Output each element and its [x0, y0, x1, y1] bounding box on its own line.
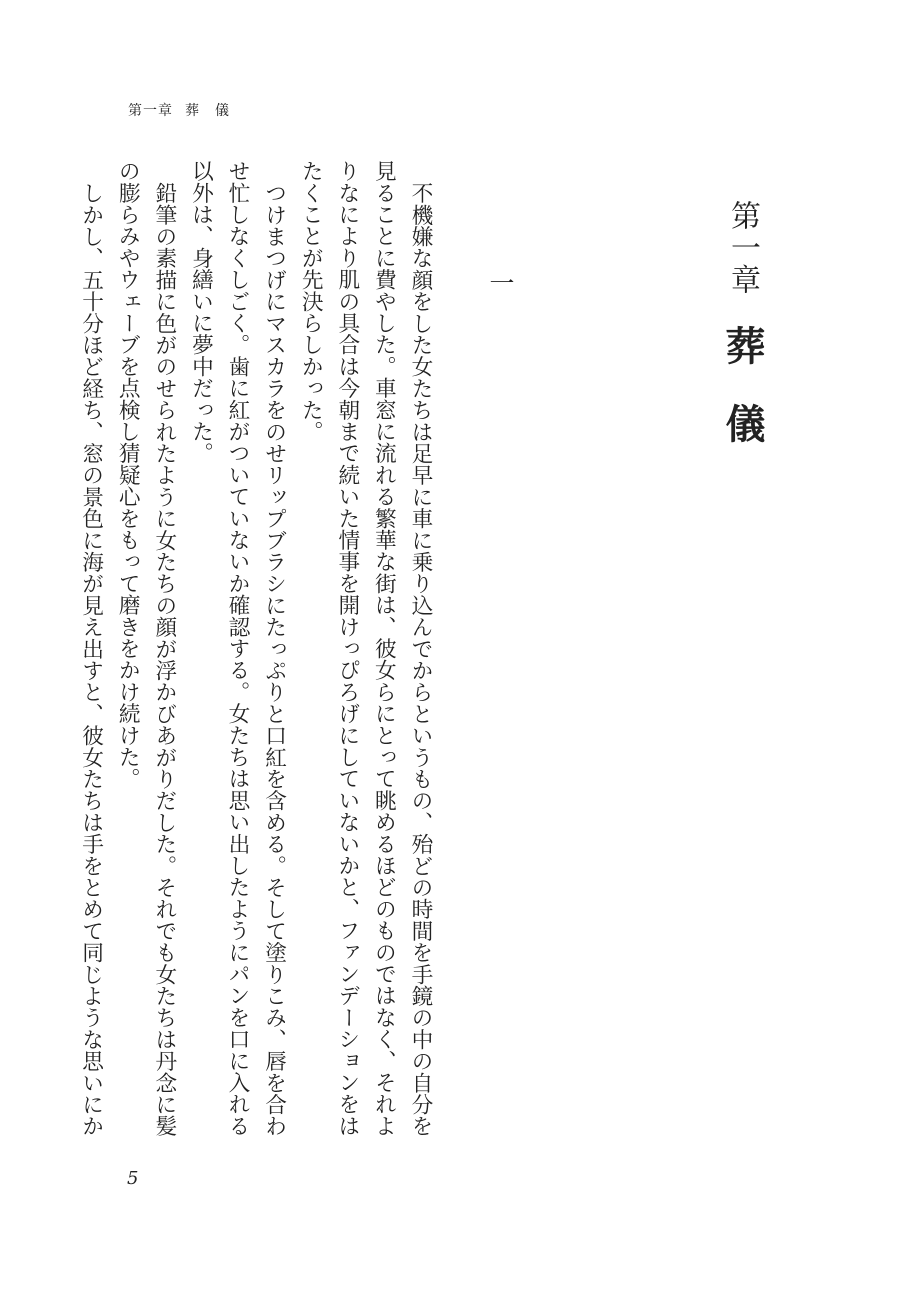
running-head-chapter: 第一章: [128, 103, 173, 119]
page-number: 5: [127, 1168, 139, 1189]
chapter-number: 第一章: [725, 200, 760, 296]
paragraph: つけまつげにマスカラをのせリップブラシにたっぷりと口紅を含める。そして塗りこみ、唇を合わせ忙しなくしごく。歯に紅がついていないか確認する。女たちは思い出したようにパンを口に入れる以外は、身繕いに夢中だった。: [188, 160, 287, 1137]
running-head: [128, 100, 230, 120]
section-number: 一: [486, 270, 515, 295]
paragraph: 鉛筆の素描に色がのせられたように女たちの顔が浮かびあがりだした。それでも女たちは丹念に髪の膨らみやウェーブを点検し猜疑心をもって磨きをかけ続けた。: [115, 160, 177, 1137]
chapter-title: 葬儀: [719, 325, 766, 481]
paragraph: 不機嫌な顔をした女たちは足早に車に乗り込んでからというもの、殆どの時間を手鏡の中の自分を見ることに費やした。車窓に流れる繁華な街は、彼女らにとって眺めるほどのものではなく、それよりなにより肌の具合は今朝まで続いた情事を開けっぴろげにしていないかと、ファンデーションをはたくことが先決らしかった。: [298, 160, 433, 1137]
running-head-title: 葬 儀: [185, 103, 230, 119]
paragraph: しかし、五十分ほど経ち、窓の景色に海が見え出すと、彼女たちは手をとめて同じような思いにか: [78, 181, 104, 1137]
body-text: [72, 160, 438, 1150]
